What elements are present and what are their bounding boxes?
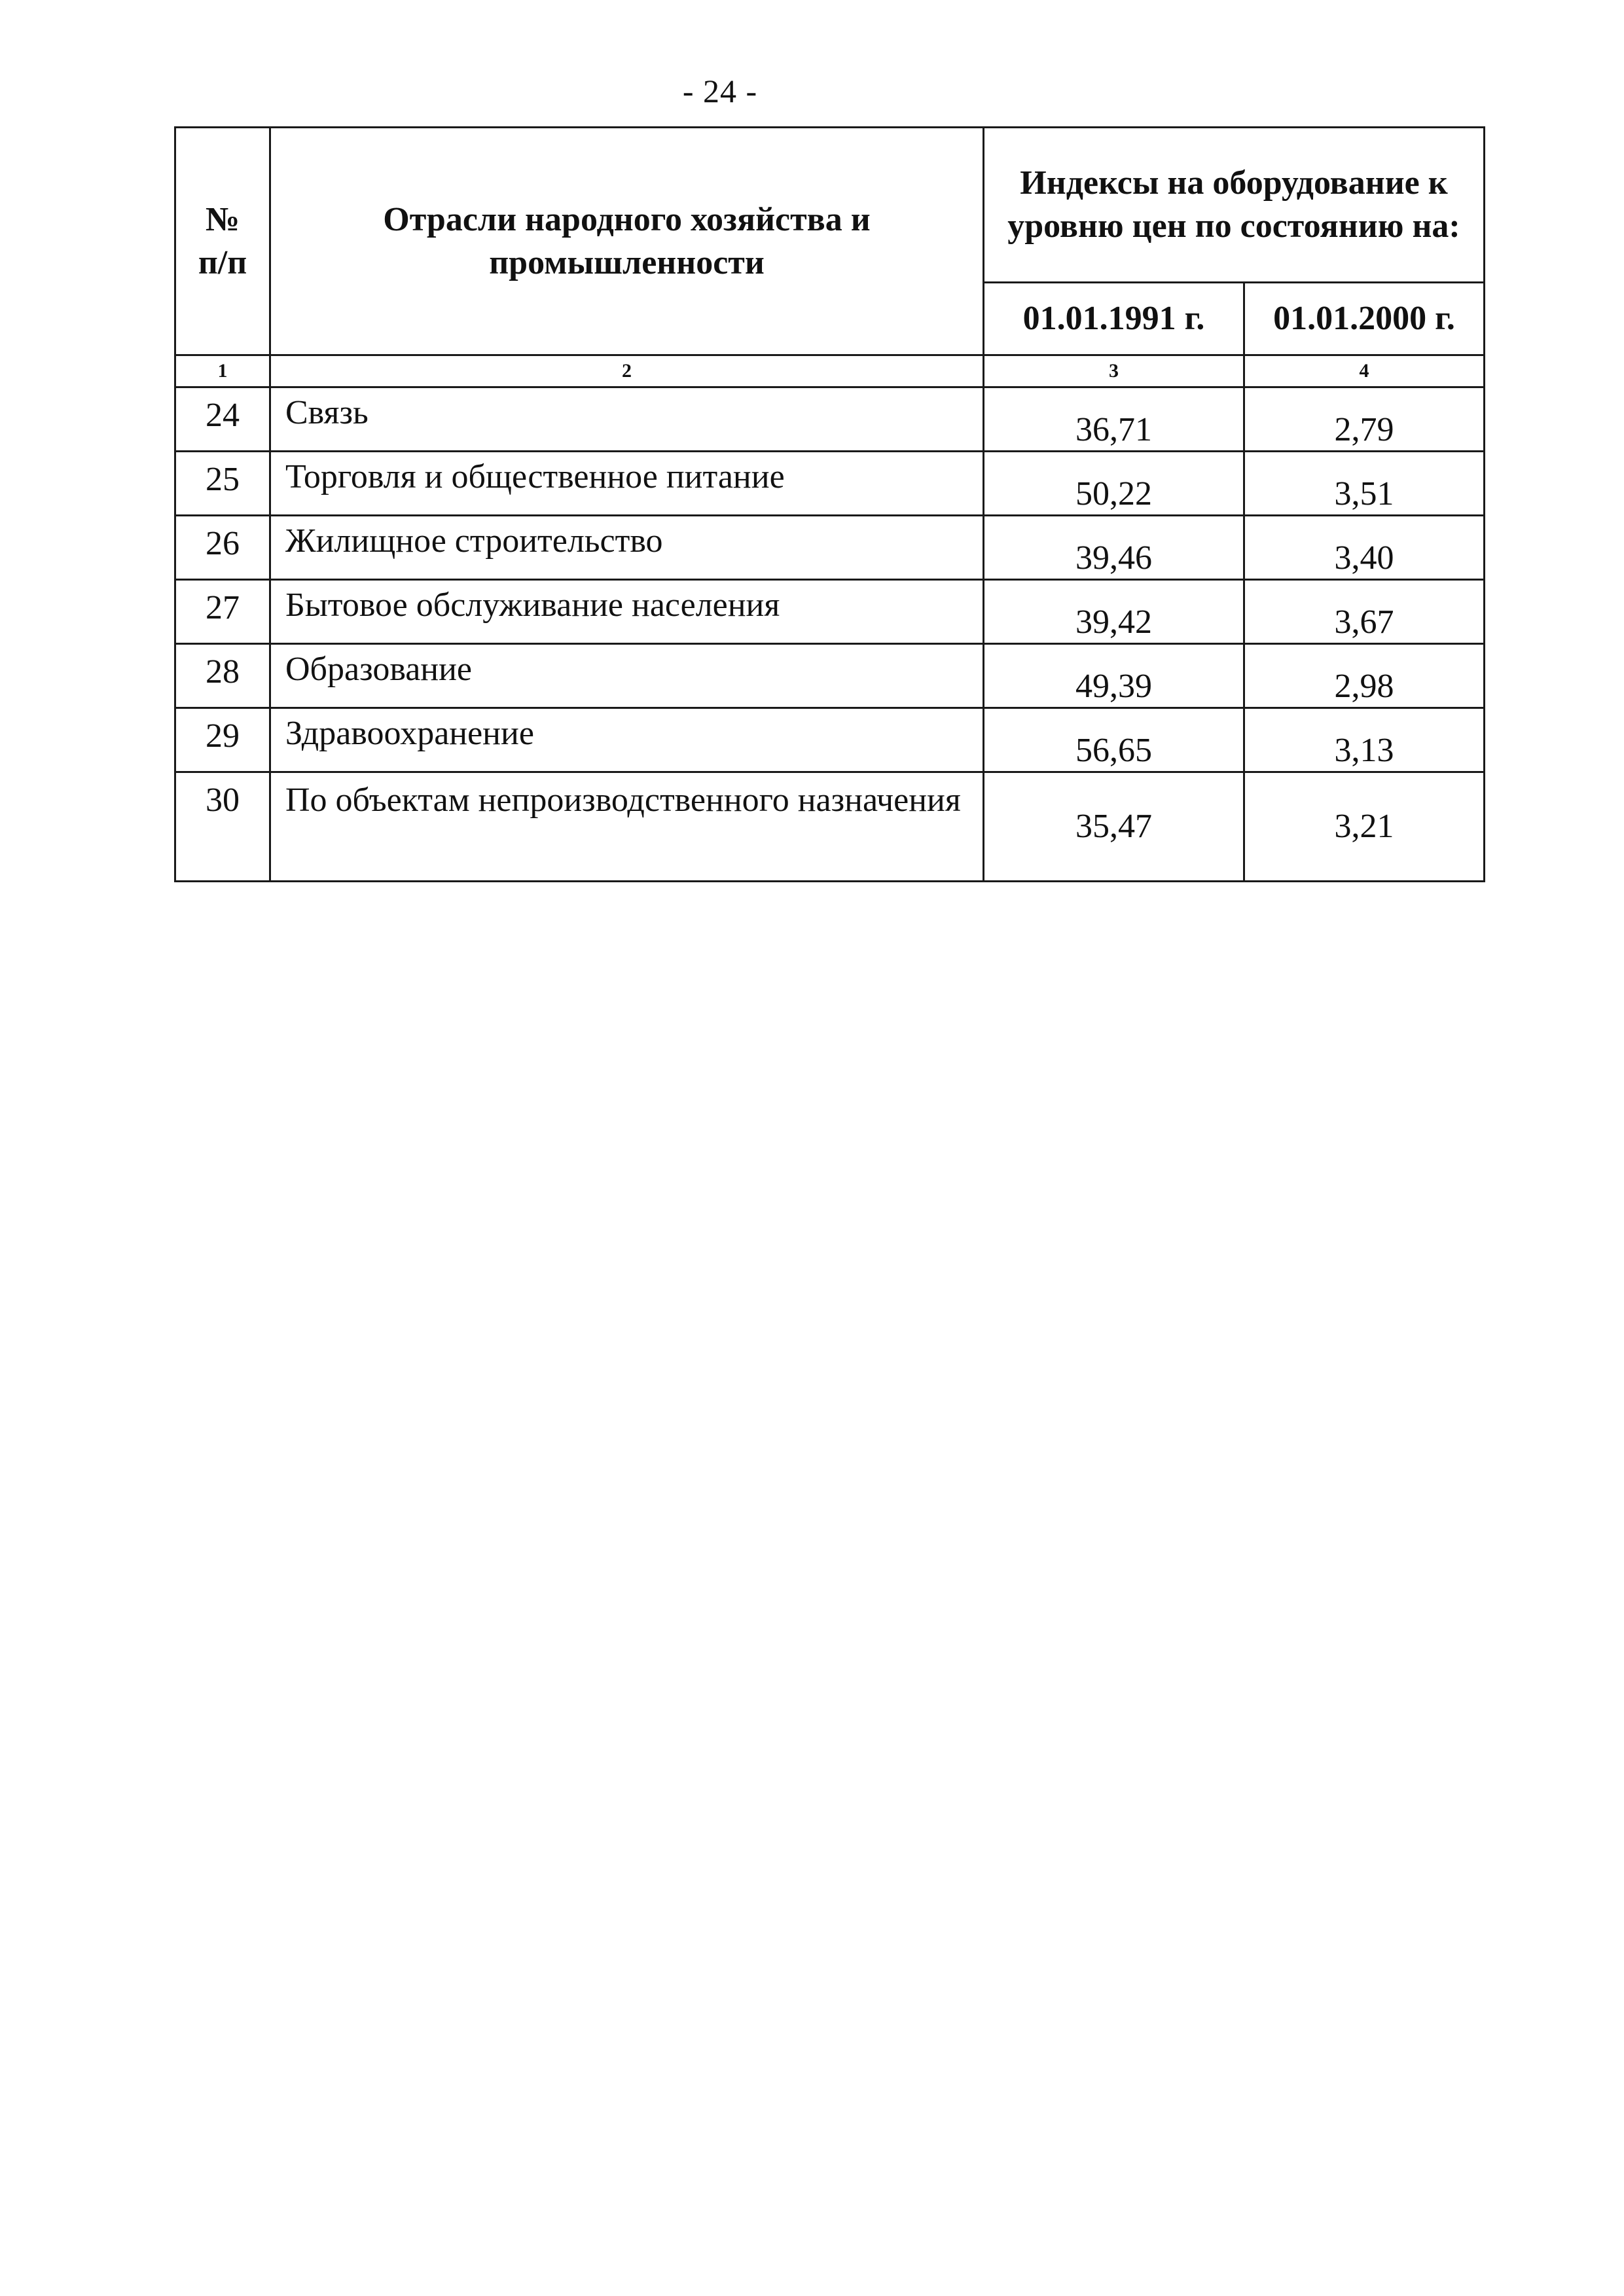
table-row (175, 387, 1485, 452)
header-date-1991: 01.01.1991 г. (984, 283, 1244, 355)
header-industry: Отрасли народного хозяйства и промышленности (270, 128, 984, 355)
table-row (175, 772, 1485, 882)
header-date-2000: 01.01.2000 г. (1244, 283, 1485, 355)
industry-name: Здравоохранение (270, 708, 984, 772)
index-1991: 36,71 (984, 387, 1244, 452)
index-1991: 50,22 (984, 452, 1244, 516)
index-2000: 2,79 (1244, 387, 1485, 452)
industry-name: Образование (270, 644, 984, 708)
index-1991: 39,46 (984, 516, 1244, 580)
column-number: 1 (175, 355, 270, 387)
header-indices-group: Индексы на оборудование к уровню цен по состоянию на: (984, 128, 1485, 283)
index-1991: 35,47 (984, 772, 1244, 882)
index-1991: 56,65 (984, 708, 1244, 772)
row-number: 25 (175, 452, 270, 516)
index-2000: 3,67 (1244, 580, 1485, 644)
column-numbers-row (175, 355, 1485, 387)
industry-name: По объектам непроизводственного назначения (270, 772, 984, 882)
row-number: 27 (175, 580, 270, 644)
index-2000: 3,21 (1244, 772, 1485, 882)
row-number: 24 (175, 387, 270, 452)
index-2000: 3,40 (1244, 516, 1485, 580)
indices-table (174, 126, 1485, 882)
table-row (175, 580, 1485, 644)
industry-name: Бытовое обслуживание населения (270, 580, 984, 644)
industry-name: Торговля и общественное питание (270, 452, 984, 516)
page-number: - 24 - (682, 73, 758, 109)
table-row (175, 708, 1485, 772)
index-2000: 3,13 (1244, 708, 1485, 772)
table-row (175, 644, 1485, 708)
row-number: 29 (175, 708, 270, 772)
industry-name: Жилищное строительство (270, 516, 984, 580)
industry-name: Связь (270, 387, 984, 452)
index-2000: 3,51 (1244, 452, 1485, 516)
column-number: 2 (270, 355, 984, 387)
index-2000: 2,98 (1244, 644, 1485, 708)
column-number: 4 (1244, 355, 1485, 387)
row-number: 30 (175, 772, 270, 882)
table-row (175, 452, 1485, 516)
row-number: 28 (175, 644, 270, 708)
table-row (175, 516, 1485, 580)
index-1991: 39,42 (984, 580, 1244, 644)
row-number: 26 (175, 516, 270, 580)
column-number: 3 (984, 355, 1244, 387)
header-num: № п/п (175, 128, 270, 355)
index-1991: 49,39 (984, 644, 1244, 708)
